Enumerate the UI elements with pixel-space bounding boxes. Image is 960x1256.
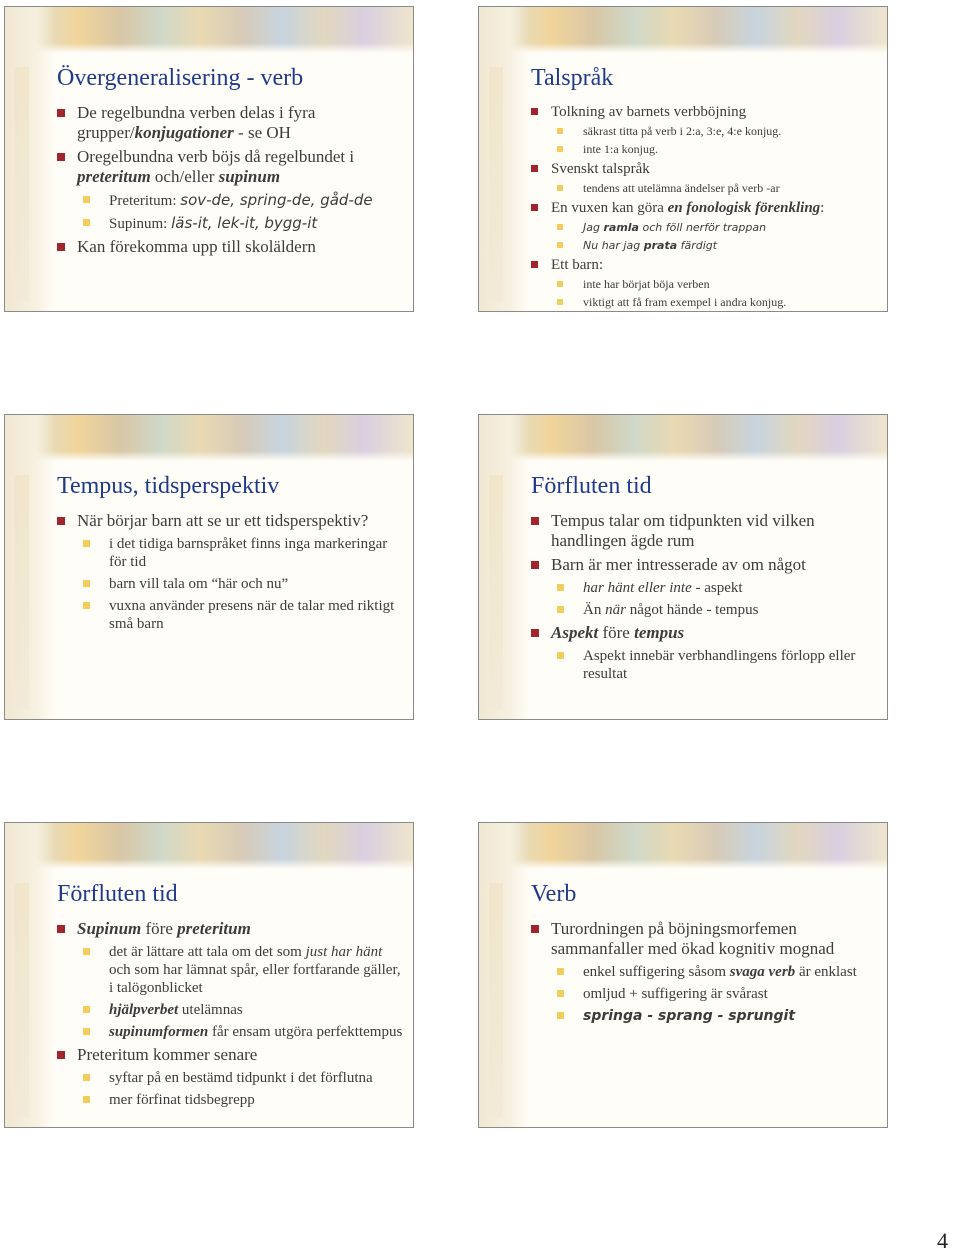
sub-bullet: i det tidiga barnspråket finns inga markeringar för tid	[83, 535, 403, 571]
sub-bullet: syftar på en bestämd tidpunkt i det förflutna	[83, 1069, 403, 1087]
decorative-banner	[5, 7, 413, 53]
sub-bullet: Preteritum: sov-de, spring-de, gåd-de	[83, 191, 403, 210]
sub-bullet: det är lättare att tala om det som just har hänt och som har lämnat spår, eller fortfarande gäller, i talögonblicket	[83, 943, 403, 997]
sub-bullet: Supinum: läs-it, lek-it, bygg-it	[83, 214, 403, 233]
sub-bullet: viktigt att få fram exempel i andra konjug.	[557, 295, 877, 310]
slide-6	[478, 822, 888, 1128]
sub-bullet: inte har börjat böja verben	[557, 277, 877, 292]
decorative-sidebar	[479, 823, 529, 1127]
decorative-sidebar	[5, 415, 55, 719]
decorative-banner	[479, 415, 887, 461]
bullet: Supinum före preteritum	[57, 919, 403, 939]
bullet: Barn är mer intresserade av om något	[531, 555, 877, 575]
slide-1	[4, 6, 414, 312]
slide-title: Förfluten tid	[531, 473, 652, 499]
slide-title: Förfluten tid	[57, 881, 178, 907]
bullet: Tempus talar om tidpunkten vid vilken handlingen ägde rum	[531, 511, 877, 551]
sub-bullet: tendens att utelämna ändelser på verb -ar	[557, 181, 877, 196]
slide-2	[478, 6, 888, 312]
bullet: De regelbundna verben delas i fyra grupper/konjugationer - se OH	[57, 103, 403, 143]
decorative-sidebar	[5, 823, 55, 1127]
sub-bullet: Nu har jag prata färdigt	[557, 238, 877, 253]
slide-3	[4, 414, 414, 720]
bullet: Aspekt före tempus	[531, 623, 877, 643]
decorative-banner	[5, 415, 413, 461]
sub-bullet: har hänt eller inte - aspekt	[557, 579, 877, 597]
bullet: Svenskt talspråk	[531, 160, 877, 178]
sub-bullet: säkrast titta på verb i 2:a, 3:e, 4:e konjug.	[557, 124, 877, 139]
slide-title: Verb	[531, 881, 577, 907]
slide-4	[478, 414, 888, 720]
bullet: En vuxen kan göra en fonologisk förenkling:	[531, 199, 877, 217]
sub-bullet: vuxna använder presens när de talar med riktigt små barn	[83, 597, 403, 633]
sub-bullet: Jag ramla och föll nerför trappan	[557, 220, 877, 235]
sub-bullet: barn vill tala om “här och nu”	[83, 575, 403, 593]
sub-bullet: omljud + suffigering är svårast	[557, 985, 877, 1003]
bullet: När börjar barn att se ur ett tidsperspektiv?	[57, 511, 403, 531]
decorative-banner	[479, 823, 887, 869]
slide-title: Tempus, tidsperspektiv	[57, 473, 280, 499]
page-number: 4	[937, 1228, 948, 1253]
bullet: Kan förekomma upp till skoläldern	[57, 237, 403, 257]
sub-bullet: Aspekt innebär verbhandlingens förlopp eller resultat	[557, 647, 877, 683]
decorative-banner	[479, 7, 887, 53]
bullet: Ett barn:	[531, 256, 877, 274]
sub-bullet: springa - sprang - sprungit	[557, 1007, 877, 1025]
bullet: Preteritum kommer senare	[57, 1045, 403, 1065]
sub-bullet: enkel suffigering såsom svaga verb är enklast	[557, 963, 877, 981]
decorative-banner	[5, 823, 413, 869]
sub-bullet: supinumformen får ensam utgöra perfekttempus	[83, 1023, 403, 1041]
bullet: Tolkning av barnets verbböjning	[531, 103, 877, 121]
sub-bullet: inte 1:a konjug.	[557, 142, 877, 157]
decorative-sidebar	[479, 415, 529, 719]
bullet: Oregelbundna verb böjs då regelbundet i preteritum och/eller supinum	[57, 147, 403, 187]
decorative-sidebar	[479, 7, 529, 311]
slide-title: Övergeneralisering - verb	[57, 65, 304, 91]
sub-bullet: Än när något hände - tempus	[557, 601, 877, 619]
sub-bullet: mer förfinat tidsbegrepp	[83, 1091, 403, 1109]
slide-title: Talspråk	[531, 65, 614, 91]
slide-5	[4, 822, 414, 1128]
bullet: Turordningen på böjningsmorfemen sammanfaller med ökad kognitiv mognad	[531, 919, 877, 959]
decorative-sidebar	[5, 7, 55, 311]
sub-bullet: hjälpverbet utelämnas	[83, 1001, 403, 1019]
